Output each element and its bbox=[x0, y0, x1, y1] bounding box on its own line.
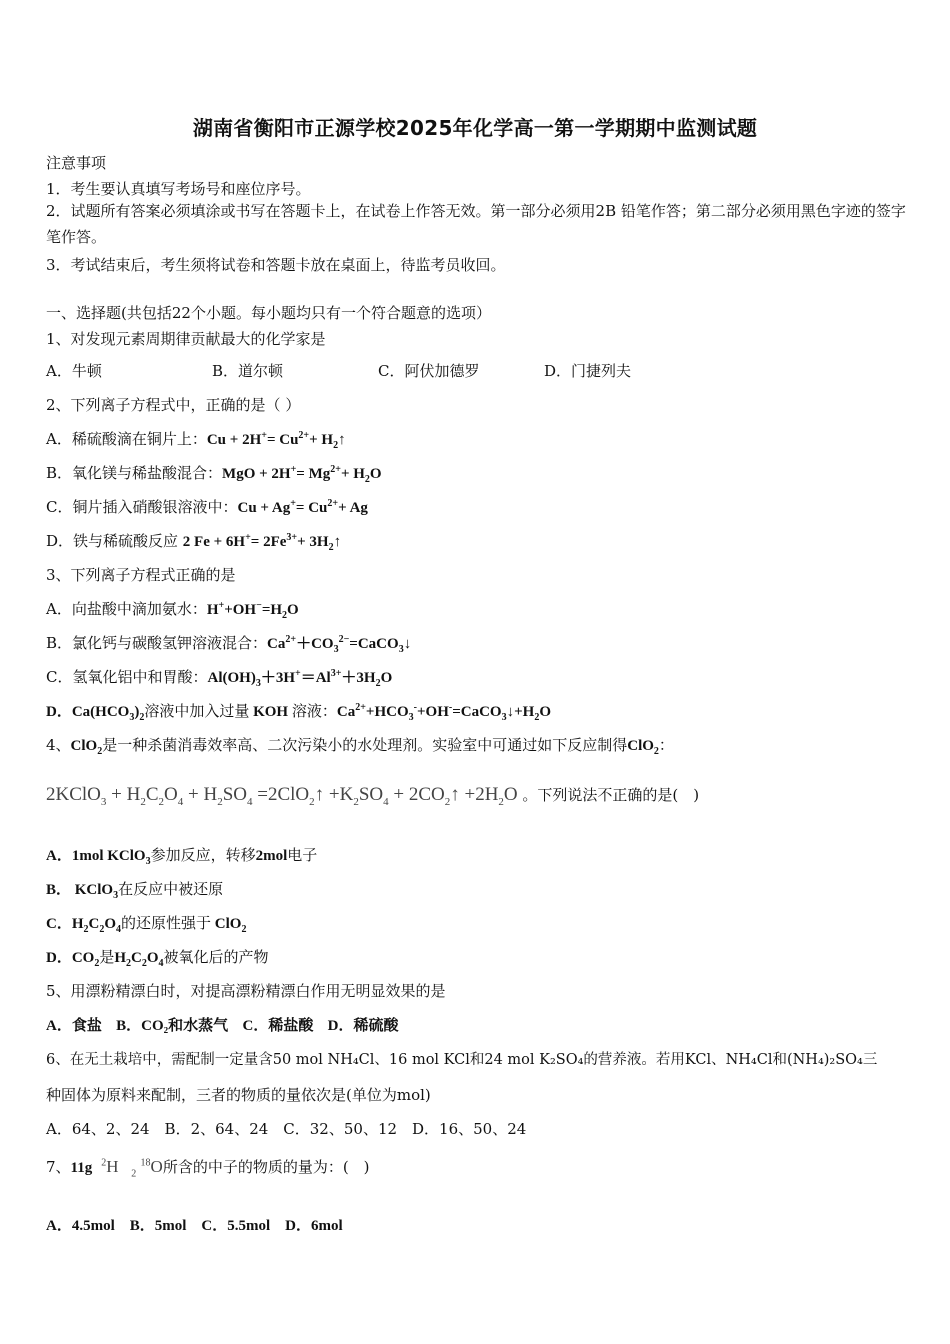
q5-stem: 5、用漂粉精漂白时，对提高漂粉精漂白作用无明显效果的是 bbox=[46, 982, 446, 1000]
page-title: 湖南省衡阳市正源学校2025年化学高一第一学期期中监测试题 bbox=[192, 116, 758, 140]
q7-options: A．4.5mol B．5mol C．5.5mol D．6mol bbox=[46, 1218, 343, 1234]
q1-option-a: A．牛顿 bbox=[46, 362, 102, 380]
notice-heading: 注意事项 bbox=[46, 154, 107, 172]
q4-option-a: A．1mol KClO$_3$参加反应，转移2mol电子 bbox=[46, 846, 318, 867]
q2-option-c: C．铜片插入硝酸银溶液中：$Cu + Ag^+= Cu^{2+}+ Ag$ bbox=[46, 498, 368, 516]
notice-item-2: 2．试题所有答案必须填涂或书写在答题卡上，在试卷上作答无效。第一部分必须用2B 铅笔作答；第二部分必须用黑色字迹的签字笔作答。 bbox=[46, 202, 906, 246]
q3-stem: 3、下列离子方程式正确的是 bbox=[46, 566, 236, 584]
q2-stem: 2、下列离子方程式中，正确的是（ ） bbox=[46, 396, 301, 414]
q4-stem: 4、ClO$_2$是一种杀菌消毒效率高、二次污染小的水处理剂。实验室中可通过如下反应制得ClO$_2$： bbox=[46, 736, 674, 757]
q5-option-b: B．CO₂和水蒸气 bbox=[116, 1018, 229, 1034]
q4-option-b: B． KClO$_3$在反应中被还原 bbox=[46, 880, 224, 901]
q5-option-c: C．稀盐酸 bbox=[242, 1018, 314, 1034]
q3-option-d: D．$Ca(HCO_3)_2$溶液中加入过量 KOH 溶液：$Ca^{2+}+HCO_3^-+OH^-=CaCO_3↓+H_2O$ bbox=[46, 702, 551, 723]
notice-item-1: 1．考生要认真填写考场号和座位序号。 bbox=[46, 180, 311, 198]
notice-item-3: 3．考试结束后，考生须将试卷和答题卡放在桌面上，待监考员收回。 bbox=[46, 256, 506, 274]
q6-options: A．64、2、24 B．2、64、24 C．32、50、12 D．16、50、24 bbox=[46, 1120, 527, 1138]
q1-options bbox=[46, 360, 631, 381]
q3-option-c: C．氢氧化铝中和胃酸：$Al(OH)_3+3H^+=Al^{3+}+3H_2O$ bbox=[46, 668, 393, 689]
q6-stem-line2: 种固体为原料来配制，三者的物质的量依次是(单位为mol) bbox=[46, 1086, 431, 1104]
q7-stem: 7、11g $^2$H $_2$ $^{18}$O所含的中子的物质的量为：( ) bbox=[46, 1157, 370, 1180]
q4-option-c: C．$H_2C_2O_4$的还原性强于 ClO$_2$ bbox=[46, 914, 247, 935]
section-heading: 一、选择题(共包括22个小题。每小题均只有一个符合题意的选项） bbox=[46, 304, 491, 322]
q5-option-a: A．食盐 bbox=[46, 1018, 102, 1034]
q1-option-c: C．阿伏加德罗 bbox=[378, 362, 480, 380]
q4-equation: 2KClO$_3$ + $H_2C_2O_4 + H_2SO_4$ =2ClO$_2$↑ $+K_2SO_4$ + $2CO_2↑ +2H_2O$ 。下列说法不正确的是( ) bbox=[46, 784, 700, 808]
q3-option-a: A．向盐酸中滴加氨水：$H^++OH^-=H_2O$ bbox=[46, 600, 299, 621]
q1-option-b: B．道尔顿 bbox=[212, 362, 284, 380]
q1-option-d: D．门捷列夫 bbox=[544, 362, 632, 380]
q4-stem-tail: 。下列说法不正确的是( ) bbox=[522, 786, 700, 804]
q5-options bbox=[46, 1014, 398, 1035]
q1-stem: 1、对发现元素周期律贡献最大的化学家是 bbox=[46, 330, 326, 348]
q4-option-d: D．$CO_2$是$H_2C_2O_4$被氧化后的产物 bbox=[46, 948, 269, 969]
q5-option-d: D．稀硫酸 bbox=[327, 1018, 399, 1034]
q7-formula: $^2$H $_2$ $^{18}$O bbox=[101, 1157, 163, 1180]
q2-option-d: D．铁与稀硫酸反应 2 $Fe + 6H^+= 2Fe^{3+}+$ $3H_2↑$ bbox=[46, 532, 342, 553]
q6-stem-line1: 6、在无土栽培中，需配制一定量含50 mol NH₄Cl、16 mol KCl和24 mol K₂SO₄的营养液。若用KCl、NH₄Cl和(NH₄)₂SO₄三 bbox=[46, 1052, 878, 1068]
q2-option-b: B．氧化镁与稀盐酸混合：MgO + $2H^+= Mg^{2+}+ H_2O$ bbox=[46, 464, 382, 485]
q3-option-b: B．氯化钙与碳酸氢钾溶液混合：$Ca^{2+}+CO_3^{2-}=CaCO_3↓$ bbox=[46, 634, 412, 655]
q2-option-a: A．稀硫酸滴在铜片上：$Cu + 2H^+= Cu^{2+}+$ $H_2↑$ bbox=[46, 430, 346, 451]
